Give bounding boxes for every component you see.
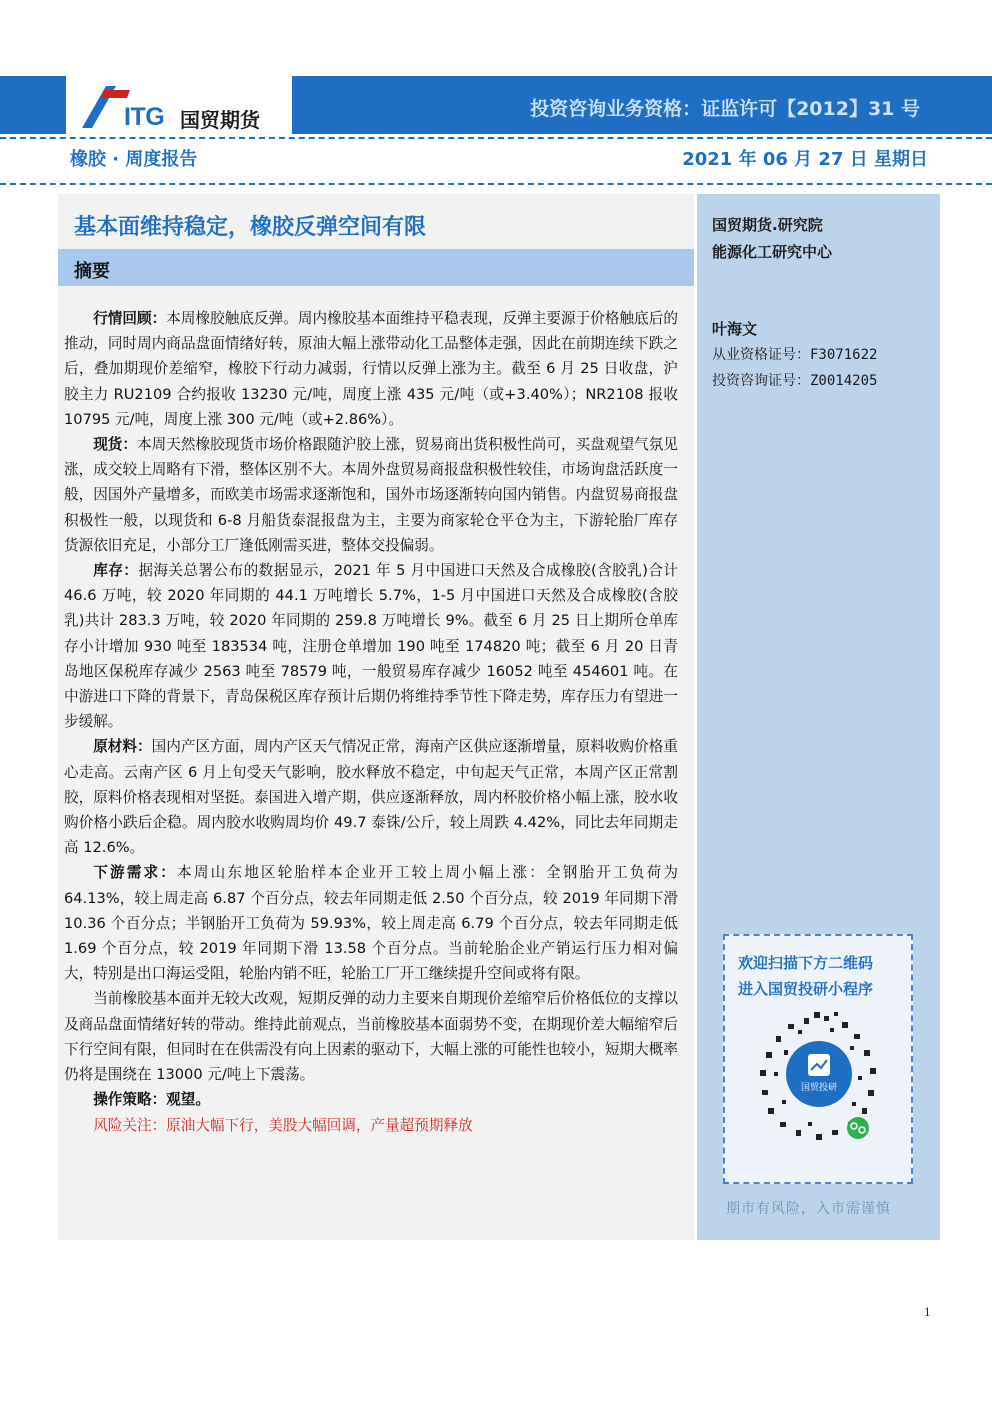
- org-line-1: 国贸期货.研究院: [712, 216, 823, 234]
- license-text: 投资咨询业务资格：证监许可【2012】31 号: [530, 98, 920, 120]
- paragraph-text: 国内产区方面，周内产区天气情况正常，海南产区供应逐渐增量，原料收购价格重心走高。云南产区 6 月上旬受天气影响，胶水释放不稳定，中旬起天气正常，本周产区正常割胶，原料价格表现相对坚挺。泰国进入增产期，供应逐渐释放，周内杯胶价格小幅上涨，胶水收购价格小跌后企稳。周内胶水收购周均价 49.7 泰铢/公斤，较上周跌 4.42%，同比去年同期走高 12.6%。: [64, 738, 678, 857]
- paragraph-strategy: [64, 1087, 678, 1112]
- strategy-label: 操作策略：: [93, 1091, 167, 1109]
- org-line-2: 能源化工研究中心: [712, 243, 833, 261]
- paragraph-risk: [64, 1113, 678, 1138]
- qualification-cert: [712, 344, 877, 364]
- paragraph-text: 本周天然橡胶现货市场价格跟随沪胶上涨，贸易商出货积极性尚可，买盘观望气氛见涨，成交较上周略有下滑，整体区别不大。本周外盘贸易商报盘积极性较佳，市场询盘活跃度一般，因国外产量增多，而欧美市场需求逐渐饱和，国外市场逐渐转向国内销售。内盘贸易商报盘积极性一般，以现货和 6-8 月船货泰混报盘为主，主要为商家轮仓平仓为主，下游轮胎厂库存货源依旧充足，小部分工厂逢低刚需买进，整体交投偏弱。: [64, 436, 678, 554]
- cert-value: F3071622: [810, 347, 878, 363]
- risk-slogan: 期市有风险，入市需谨慎: [726, 1201, 891, 1217]
- paragraph-label: 行情回顾：: [93, 310, 167, 327]
- paragraph-text: 本周橡胶触底反弹。周内橡胶基本面维持平稳表现，反弹主要源于价格触底后的推动，同时周内商品盘面情绪好转，原油大幅上涨带动化工品整体走强，因此在前期连续下跌之后，叠加期现价差缩窄，橡胶下行动力减弱，行情以反弹上涨为主。截至 6 月 25 日收盘，沪胶主力 RU2109 合约报收 13230 元/吨，周度上涨 435 元/吨（或+3.40%）；NR2108 报收 10795 元/吨，周度上涨 300 元/吨（或+2.86%）。: [64, 310, 678, 428]
- paragraph-text: 本周山东地区轮胎样本企业开工较上周小幅上涨：全钢胎开工负荷为 64.13%，较上周走高 6.87 个百分点，较去年同期走低 2.50 个百分点，较 2019 年同期下滑 10.36 个百分点；半钢胎开工负荷为 59.93%，较上周走高 6.79 个百分点，较去年同期走低 1.69 个百分点，较 2019 年同期下滑 13.58 个百分点。当前轮胎企业产销运行压力相对偏大，特别是出口海运受阻，轮胎内销不旺，轮胎工厂开工继续提升空间或将有限。: [64, 864, 678, 983]
- paragraph-label: 原材料：: [93, 738, 152, 756]
- report-type: 橡胶 · 周度报告: [70, 149, 198, 170]
- paragraph-label: 现货：: [93, 436, 138, 454]
- paragraph-downstream: [64, 860, 678, 986]
- paragraph-label: 库存：: [93, 562, 139, 580]
- qr-caption-1: 欢迎扫描下方二维码: [738, 954, 874, 972]
- paragraph-text: 当前橡胶基本面并无较大改观，短期反弹的动力主要来自期现价差缩窄后价格低位的支撑以及商品盘面情绪好转的带动。维持此前观点，当前橡胶基本面弱势不变，在期现价差大幅缩窄后下行空间有限，但同时在在供需没有向上因素的驱动下，大幅上涨的可能性也较小，短期大概率仍将是围绕在 13000 元/吨上下震荡。: [64, 990, 678, 1084]
- risk-text: 原油大幅下行，美股大幅回调，产量超预期释放: [166, 1116, 473, 1134]
- report-date: 2021 年 06 月 27 日 星期日: [682, 149, 928, 170]
- page-number: 1: [924, 1304, 931, 1319]
- paragraph-label: 下游需求：: [93, 864, 178, 882]
- strategy-text: 观望。: [166, 1091, 210, 1109]
- itg-logo-icon: [82, 84, 130, 128]
- paragraph-market-review: [64, 306, 678, 432]
- summary-label: 摘要: [74, 261, 110, 282]
- analyst-name: 叶海文: [712, 320, 758, 338]
- qr-caption-2: 进入国贸投研小程序: [738, 980, 874, 998]
- summary-body: [64, 306, 678, 1138]
- page-title: 基本面维持稳定，橡胶反弹空间有限: [74, 215, 427, 240]
- risk-label: 风险关注：: [93, 1116, 167, 1134]
- cert-value: Z0014205: [810, 373, 878, 389]
- header-divider: [0, 137, 992, 139]
- mini-program-qr-icon[interactable]: [758, 1010, 880, 1150]
- paragraph-raw-material: [64, 734, 678, 860]
- summary-bar: [58, 249, 694, 286]
- consulting-cert: [712, 370, 877, 390]
- logo-itg-text: ITG: [124, 103, 165, 131]
- logo-company-name: 国贸期货: [180, 108, 260, 132]
- cert-label: 从业资格证号：: [712, 347, 810, 363]
- paragraph-spot: [64, 432, 678, 558]
- qr-center-label: 国贸投研: [800, 1083, 838, 1093]
- cert-label: 投资咨询证号：: [712, 373, 810, 389]
- subheader-divider: [0, 183, 992, 185]
- paragraph-inventory: [64, 558, 678, 734]
- paragraph-text: 据海关总署公布的数据显示，2021 年 5 月中国进口天然及合成橡胶(含胶乳)合计 46.6 万吨，较 2020 年同期的 44.1 万吨增长 5.7%，1-5 月中国进口天然及合成橡胶(含胶乳)共计 283.3 万吨，较 2020 年同期的 259.8 万吨增长 9%。截至 6 月 25 日上期所仓单库存小计增加 930 吨至 183534 吨，注册仓单增加 190 吨至 174820 吨；截至 6 月 20 日青岛地区保税库存减少 2563 吨至 78579 吨，一般贸易库存减少 16052 吨至 454601 吨。在中游进口下降的背景下，青岛保税区库存预计后期仍将维持季节性下降走势，库存压力有望进一步缓解。: [64, 562, 678, 731]
- paragraph-outlook: [64, 986, 678, 1087]
